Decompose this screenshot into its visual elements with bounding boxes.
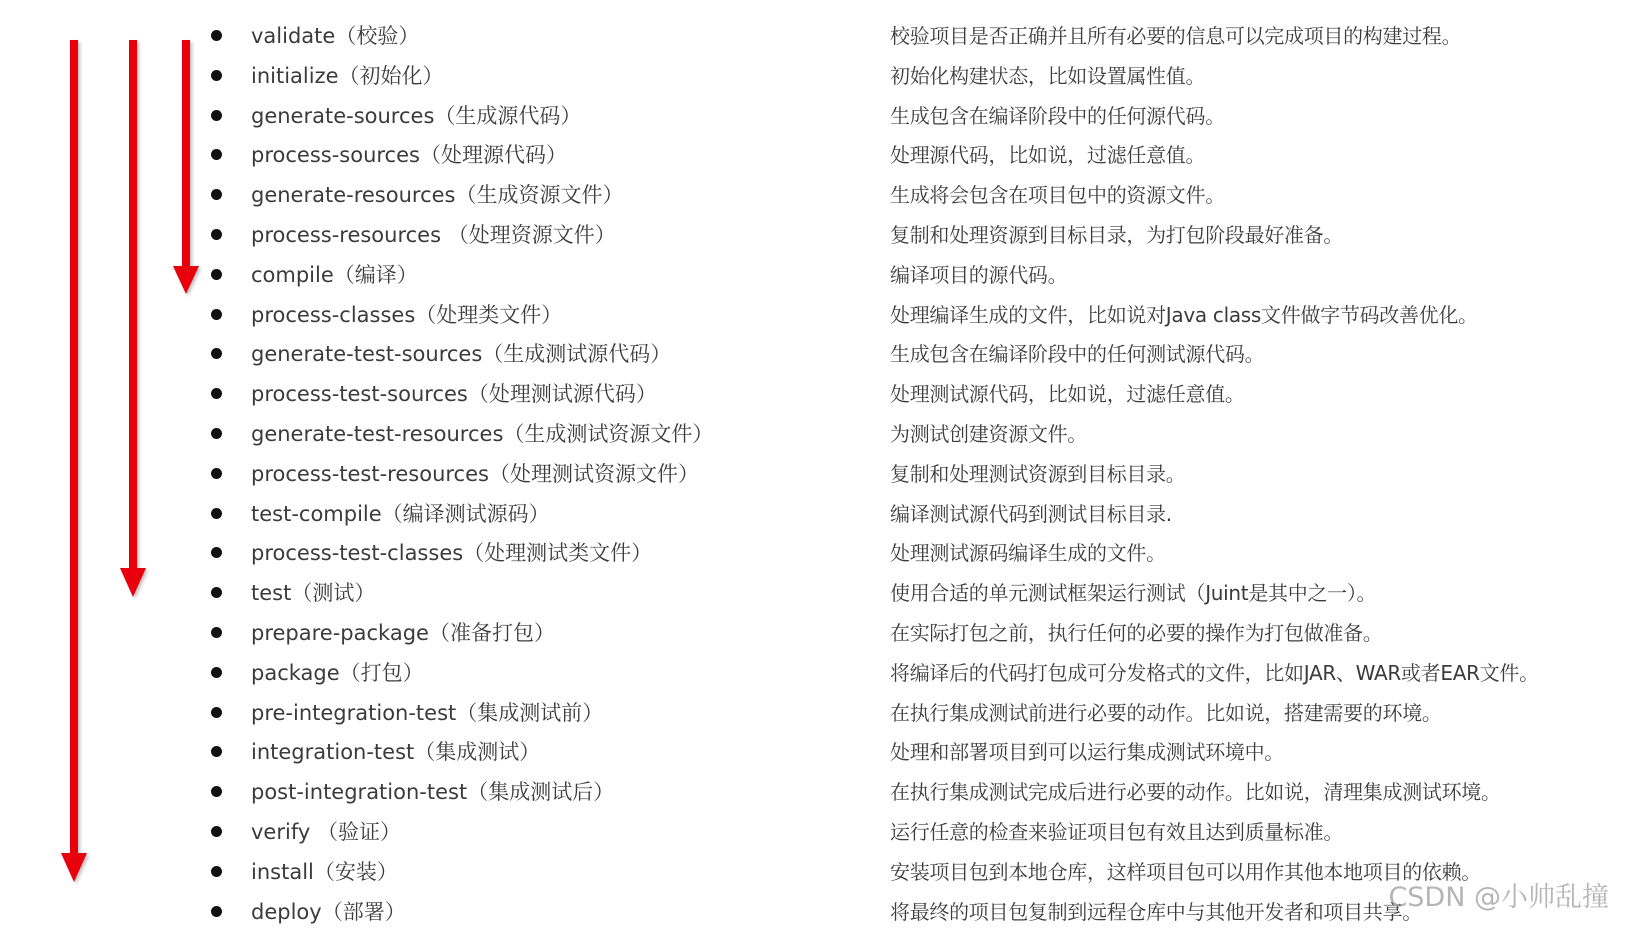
phase-name: initialize（初始化） bbox=[251, 63, 444, 88]
phase-name: process-test-classes（处理测试类文件） bbox=[251, 541, 653, 566]
phase-description: 初始化构建状态，比如设置属性值。 bbox=[890, 63, 1206, 88]
phase-description: 运行任意的检查来验证项目包有效且达到质量标准。 bbox=[890, 819, 1344, 844]
phase-description: 安装项目包到本地仓库，这样项目包可以用作其他本地项目的依赖。 bbox=[890, 859, 1481, 884]
phase-name: verify （验证） bbox=[251, 819, 401, 844]
bullet-icon bbox=[211, 348, 222, 359]
phase-row bbox=[0, 495, 1631, 535]
phase-row bbox=[0, 813, 1631, 853]
bullet-icon bbox=[211, 110, 222, 121]
bullet-icon bbox=[211, 587, 222, 598]
phase-name: test（测试） bbox=[251, 581, 376, 606]
phase-description: 在执行集成测试前进行必要的动作。比如说，搭建需要的环境。 bbox=[890, 700, 1442, 725]
bullet-icon bbox=[211, 229, 222, 240]
phase-row bbox=[0, 574, 1631, 614]
phase-description: 处理源代码，比如说，过滤任意值。 bbox=[890, 143, 1206, 168]
phase-name: process-classes（处理类文件） bbox=[251, 302, 563, 327]
phase-name: generate-resources（生成资源文件） bbox=[251, 183, 624, 208]
bullet-icon bbox=[211, 189, 222, 200]
phase-description: 处理和部署项目到可以运行集成测试环境中。 bbox=[890, 740, 1284, 765]
phase-row bbox=[0, 176, 1631, 216]
phase-name: package（打包） bbox=[251, 660, 424, 685]
bullet-icon bbox=[211, 906, 222, 917]
phase-row bbox=[0, 534, 1631, 574]
bullet-icon bbox=[211, 508, 222, 519]
phase-description: 复制和处理资源到目标目录，为打包阶段最好准备。 bbox=[890, 222, 1344, 247]
phase-name: validate（校验） bbox=[251, 24, 420, 48]
bullet-icon bbox=[211, 149, 222, 160]
phase-row bbox=[0, 614, 1631, 654]
phase-row bbox=[0, 136, 1631, 176]
phase-description: 在执行集成测试完成后进行必要的动作。比如说，清理集成测试环境。 bbox=[890, 780, 1501, 805]
bullet-icon bbox=[211, 468, 222, 479]
phase-description: 为测试创建资源文件。 bbox=[890, 421, 1087, 446]
phase-row bbox=[0, 694, 1631, 734]
watermark: CSDN @小帅乱撞 bbox=[1388, 882, 1609, 913]
phase-description: 使用合适的单元测试框架运行测试（Juint是其中之一）。 bbox=[890, 581, 1377, 606]
bullet-icon bbox=[211, 547, 222, 558]
phase-name: process-test-resources（处理测试资源文件） bbox=[251, 461, 699, 486]
bullet-icon bbox=[211, 667, 222, 678]
phase-description: 生成包含在编译阶段中的任何测试源代码。 bbox=[890, 342, 1265, 367]
phase-description: 处理测试源代码，比如说，过滤任意值。 bbox=[890, 382, 1245, 407]
phase-description: 编译项目的源代码。 bbox=[890, 262, 1068, 287]
phase-name: process-sources（处理源代码） bbox=[251, 143, 567, 168]
phase-row bbox=[0, 375, 1631, 415]
bullet-icon bbox=[211, 786, 222, 797]
phase-description: 校验项目是否正确并且所有必要的信息可以完成项目的构建过程。 bbox=[890, 24, 1462, 48]
phase-description: 生成包含在编译阶段中的任何源代码。 bbox=[890, 103, 1225, 128]
phase-row bbox=[0, 335, 1631, 375]
phase-row bbox=[0, 17, 1631, 57]
phase-row bbox=[0, 654, 1631, 694]
bullet-icon bbox=[211, 269, 222, 280]
phase-description: 编译测试源代码到测试目标目录. bbox=[890, 501, 1172, 526]
phase-description: 将编译后的代码打包成可分发格式的文件，比如JAR、WAR或者EAR文件。 bbox=[890, 660, 1539, 685]
phase-row bbox=[0, 415, 1631, 455]
phase-description: 处理测试源码编译生成的文件。 bbox=[890, 541, 1166, 566]
phase-row bbox=[0, 773, 1631, 813]
bullet-icon bbox=[211, 707, 222, 718]
phase-name: generate-test-sources（生成测试源代码） bbox=[251, 342, 672, 367]
phase-name: generate-test-resources（生成测试资源文件） bbox=[251, 421, 714, 446]
phase-row bbox=[0, 455, 1631, 495]
bullet-icon bbox=[211, 428, 222, 439]
phase-name: deploy（部署） bbox=[251, 899, 406, 924]
bullet-icon bbox=[211, 866, 222, 877]
phase-list bbox=[0, 17, 1631, 932]
bullet-icon bbox=[211, 627, 222, 638]
phase-description: 生成将会包含在项目包中的资源文件。 bbox=[890, 183, 1225, 208]
phase-row bbox=[0, 57, 1631, 97]
phase-name: compile（编译） bbox=[251, 262, 418, 287]
phase-description: 处理编译生成的文件，比如说对Java class文件做字节码改善优化。 bbox=[890, 302, 1478, 327]
bullet-icon bbox=[211, 826, 222, 837]
phase-row bbox=[0, 893, 1631, 932]
phase-row bbox=[0, 733, 1631, 773]
bullet-icon bbox=[211, 746, 222, 757]
phase-description: 复制和处理测试资源到目标目录。 bbox=[890, 461, 1186, 486]
phase-row bbox=[0, 296, 1631, 336]
phase-row bbox=[0, 216, 1631, 256]
phase-name: process-resources （处理资源文件） bbox=[251, 222, 616, 247]
phase-name: prepare-package（准备打包） bbox=[251, 620, 555, 645]
phase-name: pre-integration-test（集成测试前） bbox=[251, 700, 604, 725]
bullet-icon bbox=[211, 30, 222, 41]
phase-description: 将最终的项目包复制到远程仓库中与其他开发者和项目共享。 bbox=[890, 899, 1422, 924]
phase-name: test-compile（编译测试源码） bbox=[251, 501, 550, 526]
bullet-icon bbox=[211, 388, 222, 399]
phase-row bbox=[0, 256, 1631, 296]
phase-row bbox=[0, 97, 1631, 137]
phase-name: integration-test（集成测试） bbox=[251, 740, 541, 765]
phase-name: post-integration-test（集成测试后） bbox=[251, 780, 615, 805]
phase-description: 在实际打包之前，执行任何的必要的操作为打包做准备。 bbox=[890, 620, 1383, 645]
bullet-icon bbox=[211, 309, 222, 320]
phase-name: process-test-sources（处理测试源代码） bbox=[251, 382, 657, 407]
phase-name: generate-sources（生成源代码） bbox=[251, 103, 582, 128]
bullet-icon bbox=[211, 70, 222, 81]
phase-name: install（安装） bbox=[251, 859, 398, 884]
phase-row bbox=[0, 853, 1631, 893]
